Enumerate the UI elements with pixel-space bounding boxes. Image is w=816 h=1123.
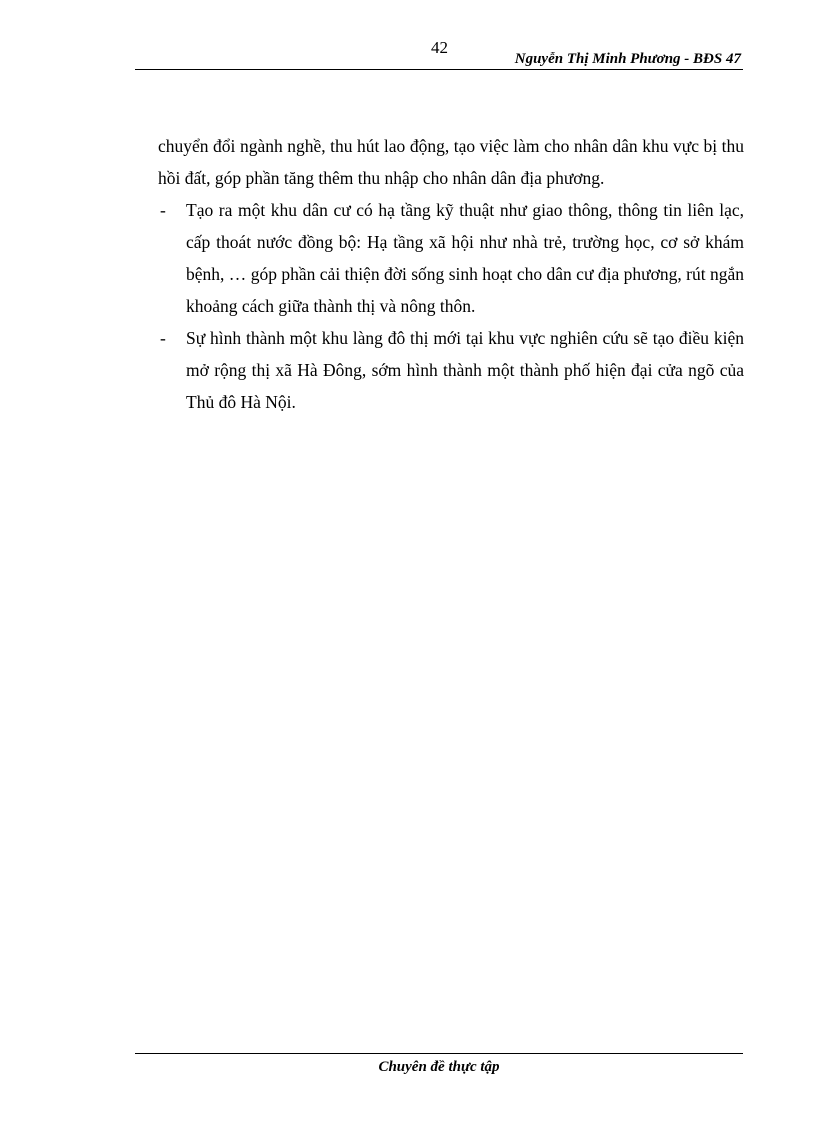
page-number: 42 xyxy=(431,38,448,57)
footer-divider xyxy=(135,1053,743,1054)
body-text xyxy=(158,130,744,418)
header-divider xyxy=(135,69,743,70)
header-author: Nguyễn Thị Minh Phương - BĐS 47 xyxy=(514,51,741,67)
paragraph: chuyển đổi ngành nghề, thu hút lao động, tạo việc làm cho nhân dân khu vực bị thu hồi đất, góp phần tăng thêm thu nhập cho nhân dân địa phương. xyxy=(158,136,744,188)
page-footer: Chuyên đề thực tập xyxy=(378,1059,500,1075)
bullet-text: Sự hình thành một khu làng đô thị mới tại khu vực nghiên cứu sẽ tạo điều kiện mở rộng thị xã Hà Đông, sớm hình thành một thành phố hiện đại cửa ngõ của Thủ đô Hà Nội. xyxy=(186,328,744,412)
page-header xyxy=(135,36,743,70)
bullet-text: Tạo ra một khu dân cư có hạ tầng kỹ thuật như giao thông, thông tin liên lạc, cấp thoát nước đồng bộ: Hạ tầng xã hội như nhà trẻ, trường học, cơ sở khám bệnh, … góp phần cải thiện đời sống sinh hoạt cho dân cư địa phương, rút ngắn khoảng cách giữa thành thị và nông thôn. xyxy=(186,200,744,316)
bullet-item xyxy=(158,194,744,322)
bullet-marker: - xyxy=(160,200,166,220)
bullet-item xyxy=(158,322,744,418)
bullet-marker: - xyxy=(160,328,166,348)
